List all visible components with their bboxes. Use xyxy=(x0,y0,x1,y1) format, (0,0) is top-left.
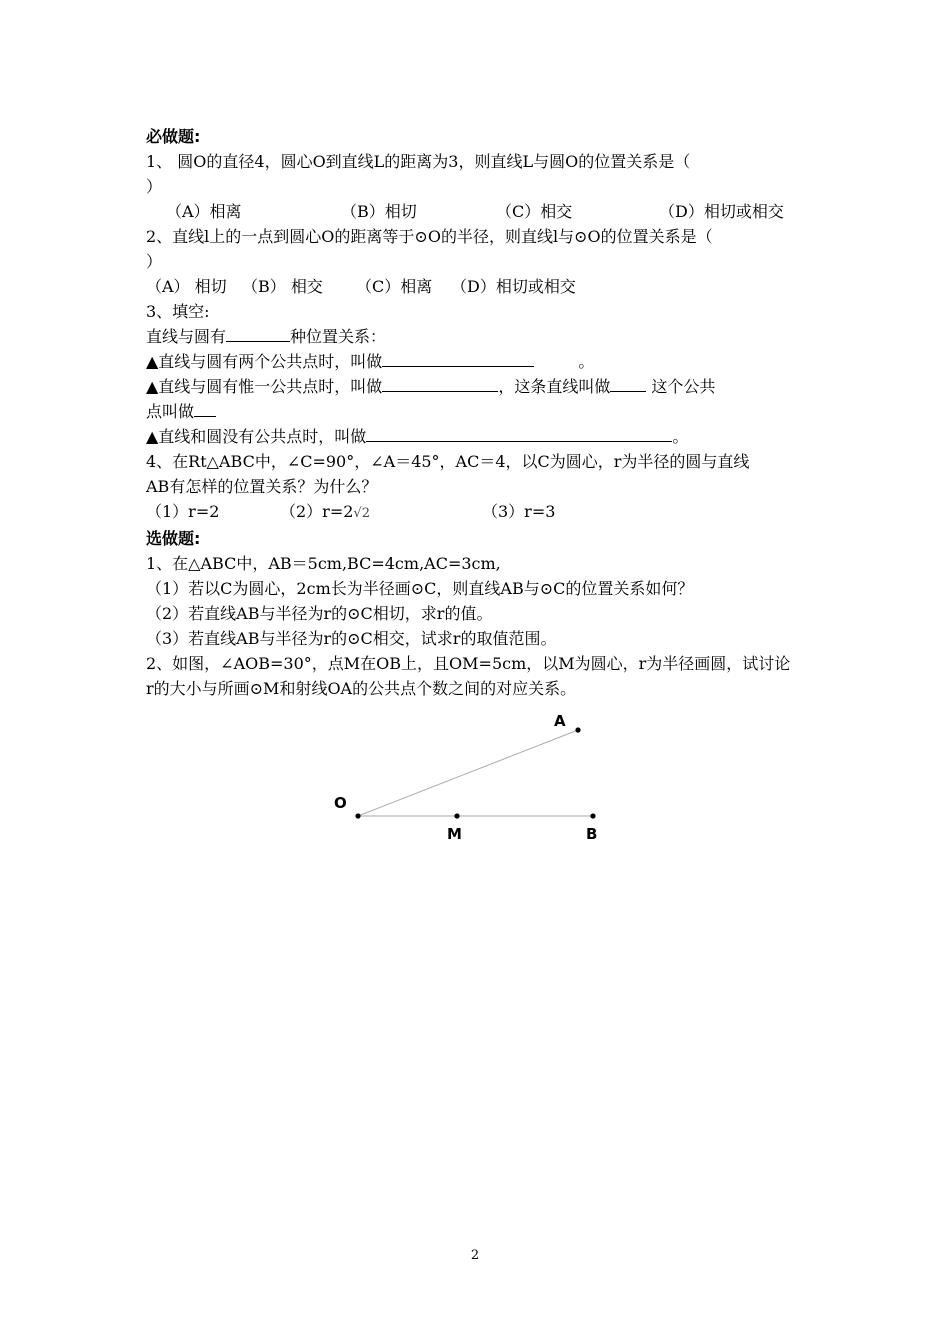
q2-option-b: （B） 相交 xyxy=(242,277,323,296)
document-body xyxy=(146,124,810,701)
q4-option-3: （3）r=3 xyxy=(482,502,556,521)
q4-option-2: （2）r=2√2 xyxy=(280,499,482,526)
q4-options xyxy=(146,499,810,526)
q3-title: 3、填空: xyxy=(146,302,210,321)
blank xyxy=(194,400,216,417)
q3-line2: ▲直线与圆有两个公共点时，叫做 。 xyxy=(146,352,595,371)
q3-line4: 点叫做 xyxy=(146,399,810,424)
opt-q1-sub3: （3）若直线AB与半径为r的⊙C相交，试求r的取值范围。 xyxy=(146,629,557,648)
label-m: M xyxy=(447,825,462,843)
q2-text-cont: ） xyxy=(146,252,163,271)
q4-line1: 4、在Rt△ABC中，∠C=90°，∠A＝45°，AC＝4，以C为圆心，r为半径的圆与直线 xyxy=(146,452,750,471)
opt-q2-line1: 2、如图，∠AOB=30°，点M在OB上，且OM=5cm，以M为圆心，r为半径画圆，试讨论 xyxy=(146,654,791,673)
point-m xyxy=(454,813,459,818)
point-o xyxy=(355,813,360,818)
label-b: B xyxy=(586,825,598,843)
q2-option-a: （A） 相切 xyxy=(146,277,227,296)
opt-q1-line1: 1、在△ABC中，AB＝5cm,BC=4cm,AC=3cm, xyxy=(146,554,501,573)
q3-line1: 直线与圆有 种位置关系： xyxy=(146,327,387,346)
q1-text-cont: ） xyxy=(146,177,163,196)
page-number: 2 xyxy=(470,1248,480,1263)
q2-option-d: （D）相切或相交 xyxy=(451,277,576,296)
opt-q1-sub2: （2）若直线AB与半径为r的⊙C相切，求r的值。 xyxy=(146,604,493,623)
blank xyxy=(366,425,672,442)
q2-text: 2、直线l上的一点到圆心O的距离等于⊙O的半径，则直线l与⊙O的位置关系是（ xyxy=(146,227,713,246)
q2-option-c: （C）相离 xyxy=(356,277,433,296)
q1-option-c: （C）相交 xyxy=(496,202,573,221)
q3-line5: ▲直线和圆没有公共点时，叫做 。 xyxy=(146,427,689,446)
opt-q1-sub1: （1）若以C为圆心，2cm长为半径画⊙C，则直线AB与⊙C的位置关系如何？ xyxy=(146,579,694,598)
q4-line2: AB有怎样的位置关系？为什么？ xyxy=(146,477,378,496)
q2-options xyxy=(146,274,810,299)
q1-option-a: （A）相离 xyxy=(166,202,242,221)
q3-line3: ▲直线与圆有惟一公共点时，叫做 ，这条直线叫做 这个公共 xyxy=(146,377,716,396)
blank xyxy=(226,325,290,342)
label-o: O xyxy=(334,794,347,812)
q4-option-1: （1）r=2 xyxy=(146,502,220,521)
q1-option-d: （D）相切或相交 xyxy=(659,202,784,221)
ray-oa xyxy=(358,730,578,816)
opt-q2-line2: r的大小与所画⊙M和射线OA的公共点个数之间的对应关系。 xyxy=(146,679,577,698)
optional-heading: 选做题: xyxy=(146,529,201,548)
point-a xyxy=(575,727,580,732)
angle-figure xyxy=(320,705,630,850)
point-b xyxy=(590,813,595,818)
blank xyxy=(610,375,646,392)
q1-options xyxy=(146,199,810,224)
q1-option-b: （B）相切 xyxy=(341,202,417,221)
label-a: A xyxy=(554,712,566,730)
blank xyxy=(382,350,534,367)
required-heading: 必做题: xyxy=(146,127,201,146)
sqrt-two: √2 xyxy=(353,506,370,521)
q1-text: 1、 圆O的直径4，圆心O到直线L的距离为3，则直线L与圆O的位置关系是（ xyxy=(146,152,691,171)
blank xyxy=(382,375,498,392)
